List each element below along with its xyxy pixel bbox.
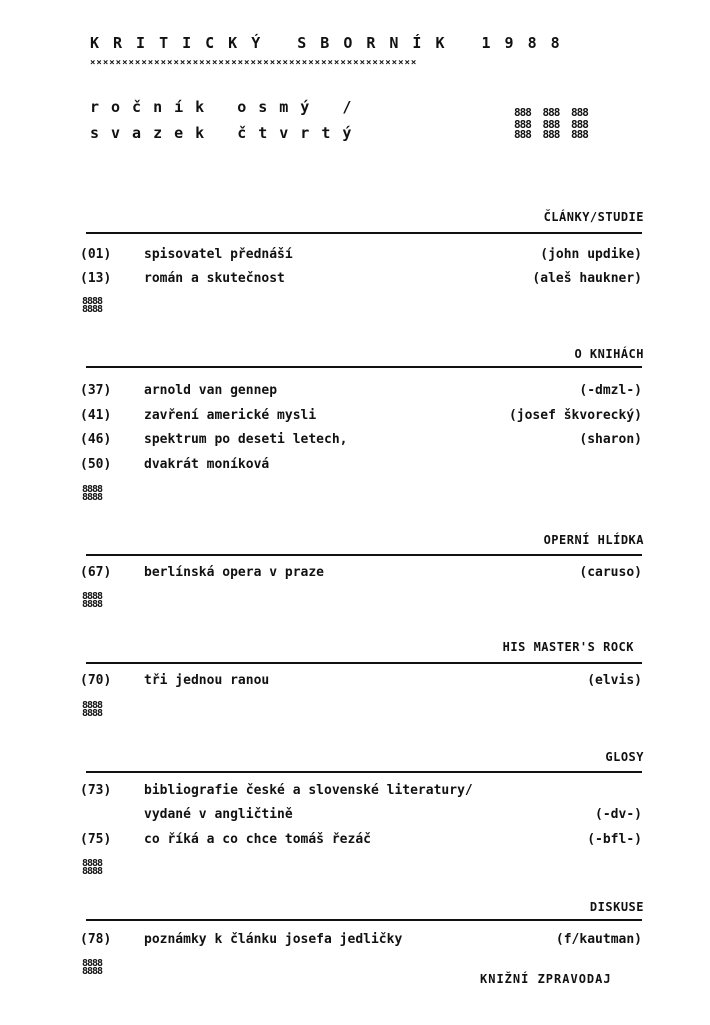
section-ornament: 8888 8888 <box>82 296 103 315</box>
toc-entry <box>80 932 646 950</box>
toc-entry <box>80 432 646 450</box>
entry-author: (josef škvorecký) <box>508 408 642 423</box>
page-number: (70) <box>80 673 112 688</box>
toc-entry <box>80 832 646 850</box>
page-number: (75) <box>80 832 112 847</box>
entry-title: bibliografie české a slovenské literatury/ <box>144 783 473 798</box>
header-ornament: 888 888 888 <box>514 128 588 141</box>
toc-entry <box>80 783 646 801</box>
entry-title: co říká a co chce tomáš řezáč <box>144 832 371 847</box>
issue-line: svazek čtvrtý <box>90 124 364 142</box>
page-number: (37) <box>80 383 112 398</box>
title-underline: ××××××××××××××××××××××××××××××××××××××××××××××××××× <box>90 58 418 68</box>
header-ornament: 888 888 888 <box>514 118 588 131</box>
entry-author: (-bfl-) <box>587 832 642 847</box>
page-number: (46) <box>80 432 112 447</box>
entry-author: (aleš haukner) <box>532 271 642 286</box>
journal-title: KRITICKÝ SBORNÍK 1988 <box>90 34 574 52</box>
entry-author: (john updike) <box>540 247 642 262</box>
toc-entry <box>80 408 646 426</box>
toc-entry <box>80 565 646 583</box>
section-rule <box>86 662 642 664</box>
section-label: O KNIHÁCH <box>574 347 644 361</box>
page-number: (41) <box>80 408 112 423</box>
volume-line: ročník osmý / <box>90 98 364 116</box>
entry-title: tři jednou ranou <box>144 673 270 688</box>
entry-author: (f/kautman) <box>555 932 642 947</box>
entry-title: berlínská opera v praze <box>144 565 325 580</box>
entry-title: román a skutečnost <box>144 271 285 286</box>
header-ornament: 888 888 888 <box>514 106 588 119</box>
section-label: GLOSY <box>605 750 644 764</box>
section-ornament: 8888 8888 <box>82 484 103 503</box>
section-ornament: 8888 8888 <box>82 858 103 877</box>
entry-author: (-dv-) <box>595 807 642 822</box>
section-label: HIS MASTER'S ROCK <box>502 640 634 654</box>
toc-entry <box>80 457 646 475</box>
entry-title: poznámky k článku josefa jedličky <box>144 932 403 947</box>
entry-title: arnold van gennep <box>144 383 278 398</box>
toc-entry <box>80 271 646 289</box>
section-label: DISKUSE <box>589 900 644 914</box>
entry-title: vydané v angličtině <box>144 807 293 822</box>
toc-entry <box>80 247 646 265</box>
entry-title: spisovatel přednáší <box>144 247 293 262</box>
toc-entry <box>80 807 646 825</box>
section-label: ČLÁNKY/STUDIE <box>543 210 644 224</box>
entry-author: (-dmzl-) <box>579 383 642 398</box>
page-number: (67) <box>80 565 112 580</box>
section-rule <box>86 232 642 234</box>
section-rule <box>86 919 642 921</box>
section-ornament: 8888 8888 <box>82 591 103 610</box>
toc-entry <box>80 383 646 401</box>
page-number: (73) <box>80 783 112 798</box>
entry-title: spektrum po deseti letech, <box>144 432 348 447</box>
entry-author: (caruso) <box>579 565 642 580</box>
entry-title: dvakrát moníková <box>144 457 270 472</box>
section-rule <box>86 771 642 773</box>
page-number: (78) <box>80 932 112 947</box>
section-rule <box>86 366 642 368</box>
entry-title: zavření americké mysli <box>144 408 317 423</box>
section-ornament: 8888 8888 <box>82 958 103 977</box>
page-number: (01) <box>80 247 112 262</box>
section-rule <box>86 554 642 556</box>
entry-author: (elvis) <box>587 673 642 688</box>
section-ornament: 8888 8888 <box>82 700 103 719</box>
entry-author: (sharon) <box>579 432 642 447</box>
section-label: KNIŽNÍ ZPRAVODAJ <box>480 972 612 986</box>
section-label: OPERNÍ HLÍDKA <box>543 533 644 547</box>
page-number: (13) <box>80 271 112 286</box>
toc-entry <box>80 673 646 691</box>
page-number: (50) <box>80 457 112 472</box>
